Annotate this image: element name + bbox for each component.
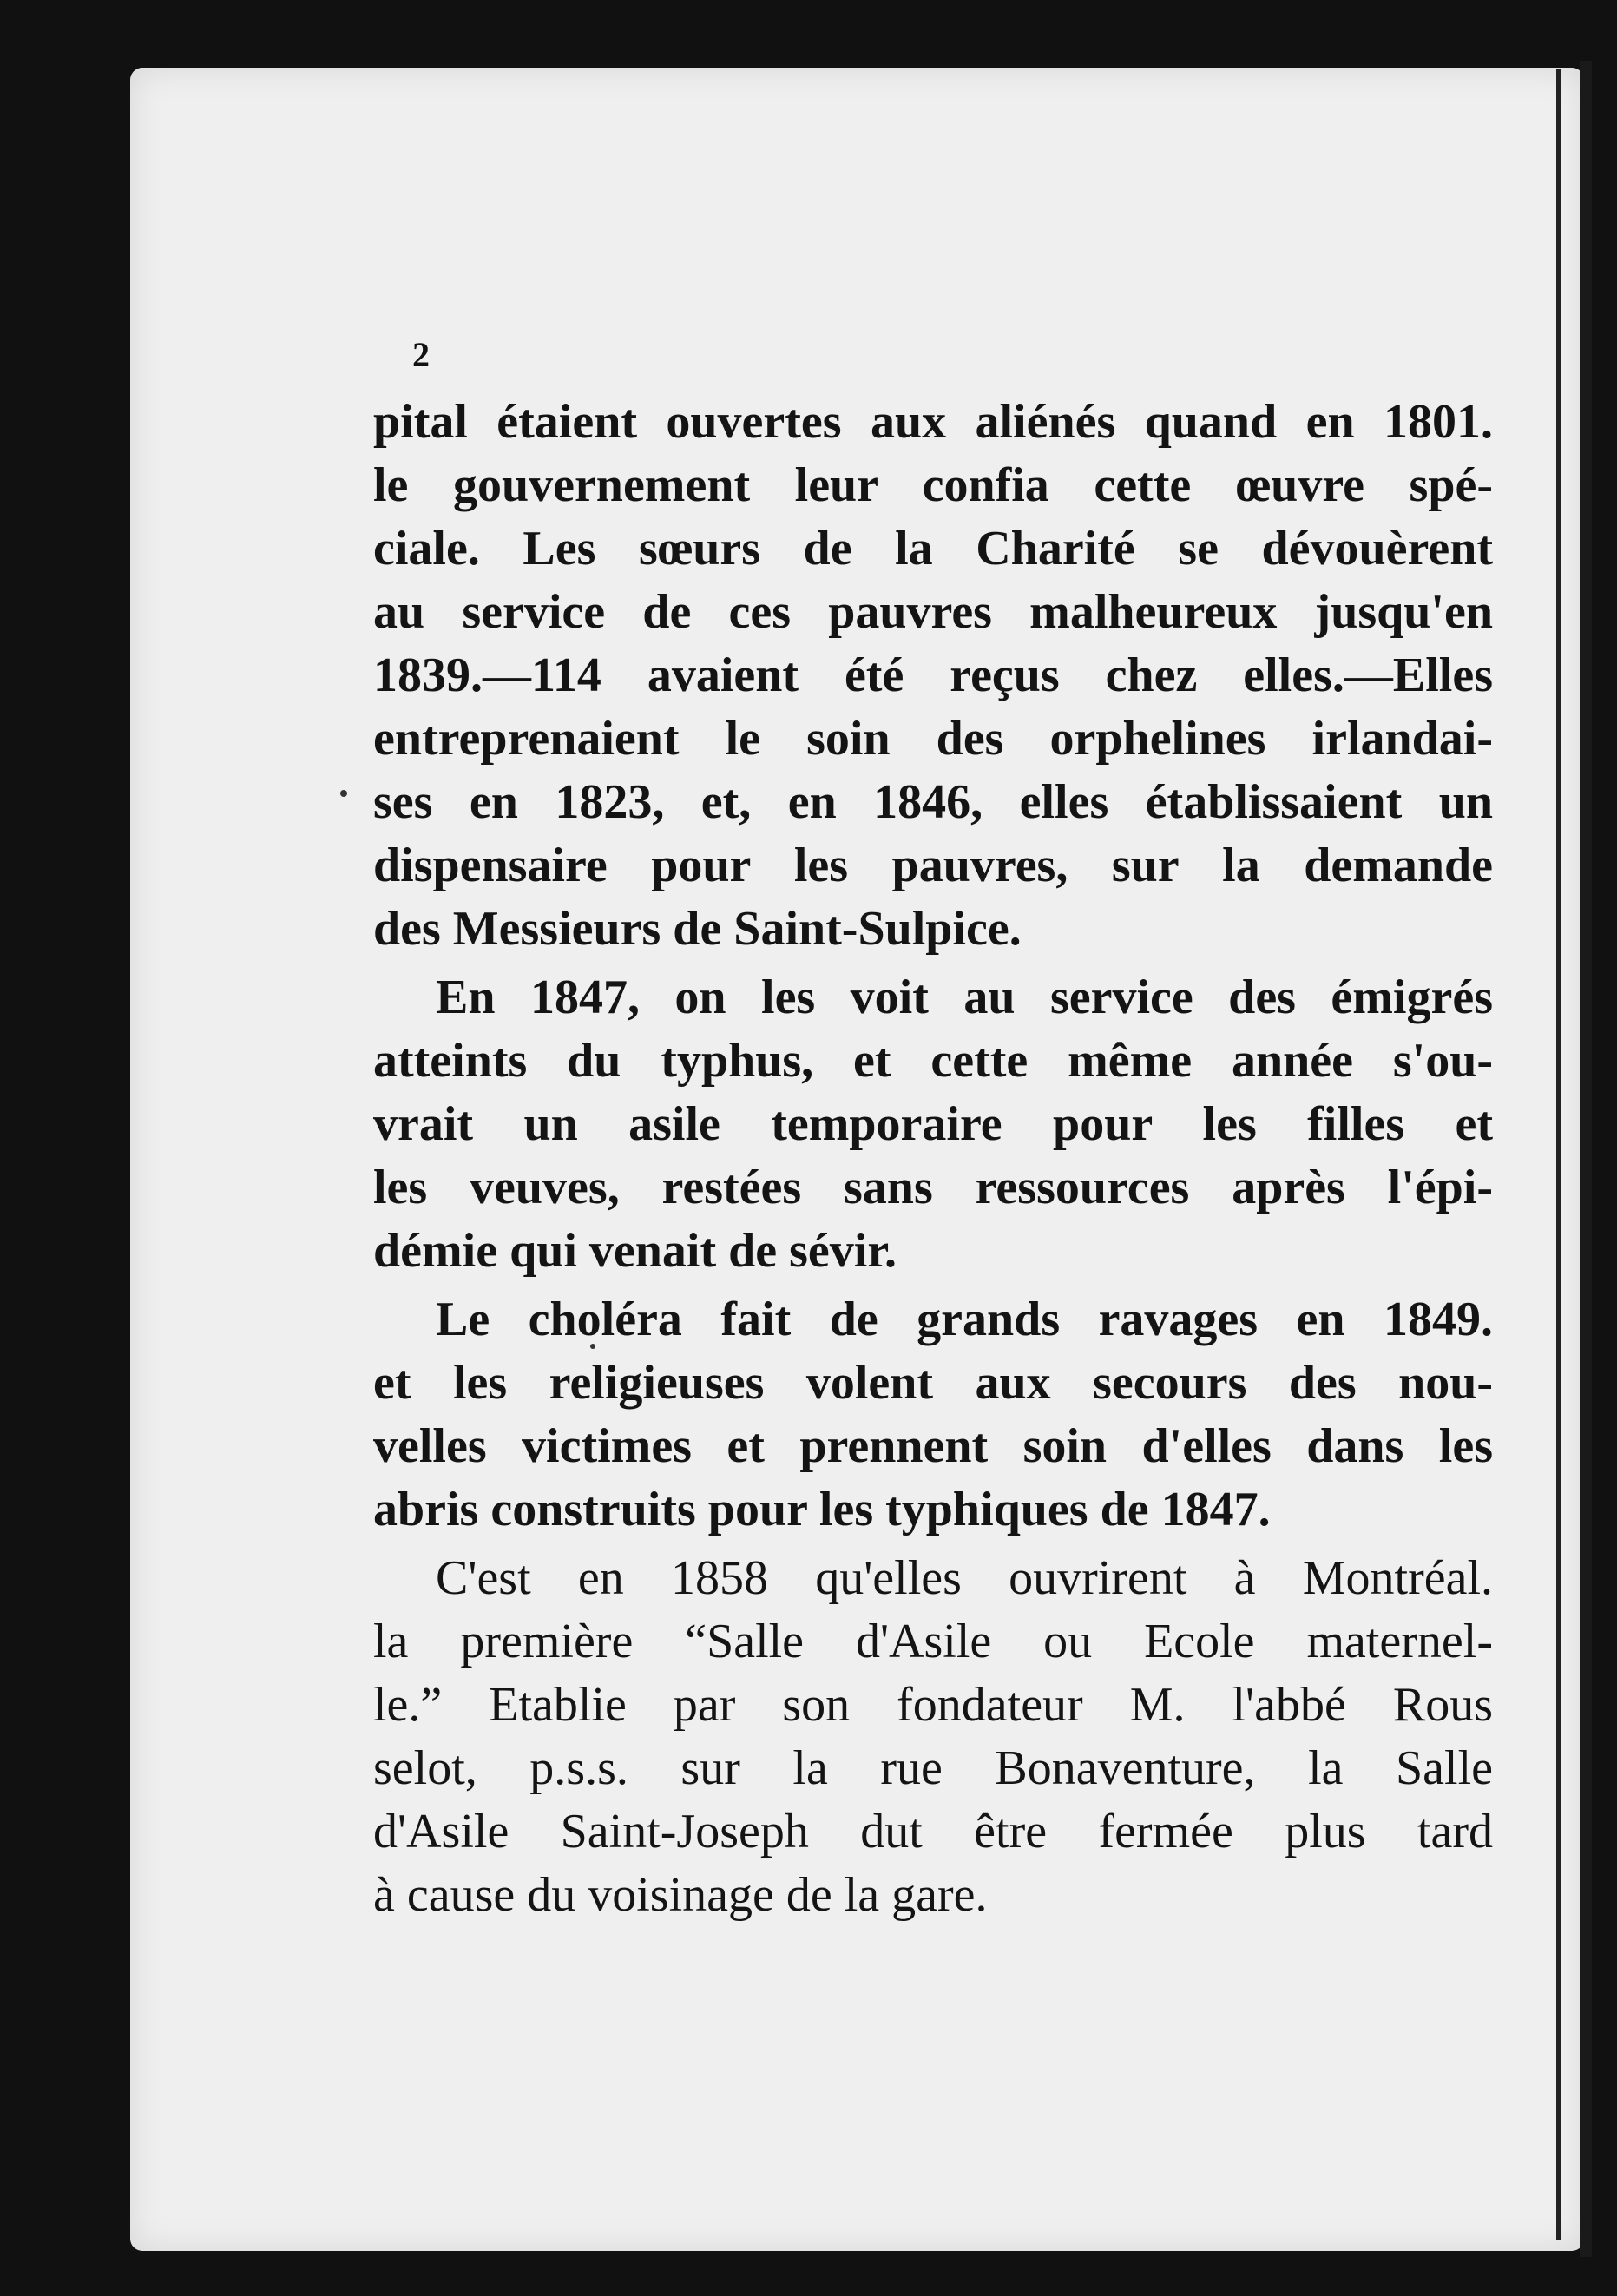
text-line: En 1847, on les voit au service des émigrés [436, 970, 1493, 1024]
text-line: et les religieuses volent aux secours des nou- [373, 1356, 1493, 1410]
text-line: la première “Salle d'Asile ou Ecole maternel- [373, 1615, 1493, 1668]
page-fold-line [1556, 69, 1561, 2240]
text-line: démie qui venait de sévir. [373, 1224, 897, 1278]
text-line: ciale. Les sœurs de la Charité se dévouèrent [373, 522, 1493, 576]
body-text [373, 391, 1493, 1932]
page-number: 2 [412, 335, 430, 374]
paragraph [373, 1547, 1493, 1927]
text-line: d'Asile Saint-Joseph dut être fermée plus tard [373, 1805, 1493, 1859]
text-line: Le choléra fait de grands ravages en 1849. [436, 1293, 1493, 1346]
text-line: vrait un asile temporaire pour les filles et [373, 1097, 1493, 1151]
text-line: le gouvernement leur confia cette œuvre spé- [373, 458, 1493, 512]
text-line: C'est en 1858 qu'elles ouvrirent à Montréal. [436, 1551, 1493, 1605]
text-line: velles victimes et prennent soin d'elles dans les [373, 1419, 1493, 1473]
text-line: les veuves, restées sans ressources après l'épi- [373, 1161, 1493, 1214]
print-speck [340, 790, 347, 797]
page-edge [1580, 61, 1592, 2257]
text-line: entreprenaient le soin des orphelines irlandai- [373, 712, 1493, 766]
paragraph [373, 391, 1493, 961]
paragraph [373, 1288, 1493, 1542]
text-line: au service de ces pauvres malheureux jusqu'en [373, 585, 1493, 639]
paragraph [373, 966, 1493, 1283]
text-line: pital étaient ouvertes aux aliénés quand en 1801. [373, 395, 1493, 449]
text-line: abris construits pour les typhiques de 1847. [373, 1483, 1271, 1536]
text-line: à cause du voisinage de la gare. [373, 1868, 988, 1922]
text-line: atteints du typhus, et cette même année s'ou- [373, 1034, 1493, 1088]
text-line: dispensaire pour les pauvres, sur la demande [373, 839, 1493, 892]
text-line: 1839.—114 avaient été reçus chez elles.—Elles [373, 648, 1493, 702]
text-line: selot, p.s.s. sur la rue Bonaventure, la Salle [373, 1741, 1493, 1795]
text-line: ses en 1823, et, en 1846, elles établissaient un [373, 775, 1493, 829]
text-line: le.” Etablie par son fondateur M. l'abbé Rous [373, 1678, 1493, 1732]
text-line: des Messieurs de Saint-Sulpice. [373, 902, 1022, 956]
